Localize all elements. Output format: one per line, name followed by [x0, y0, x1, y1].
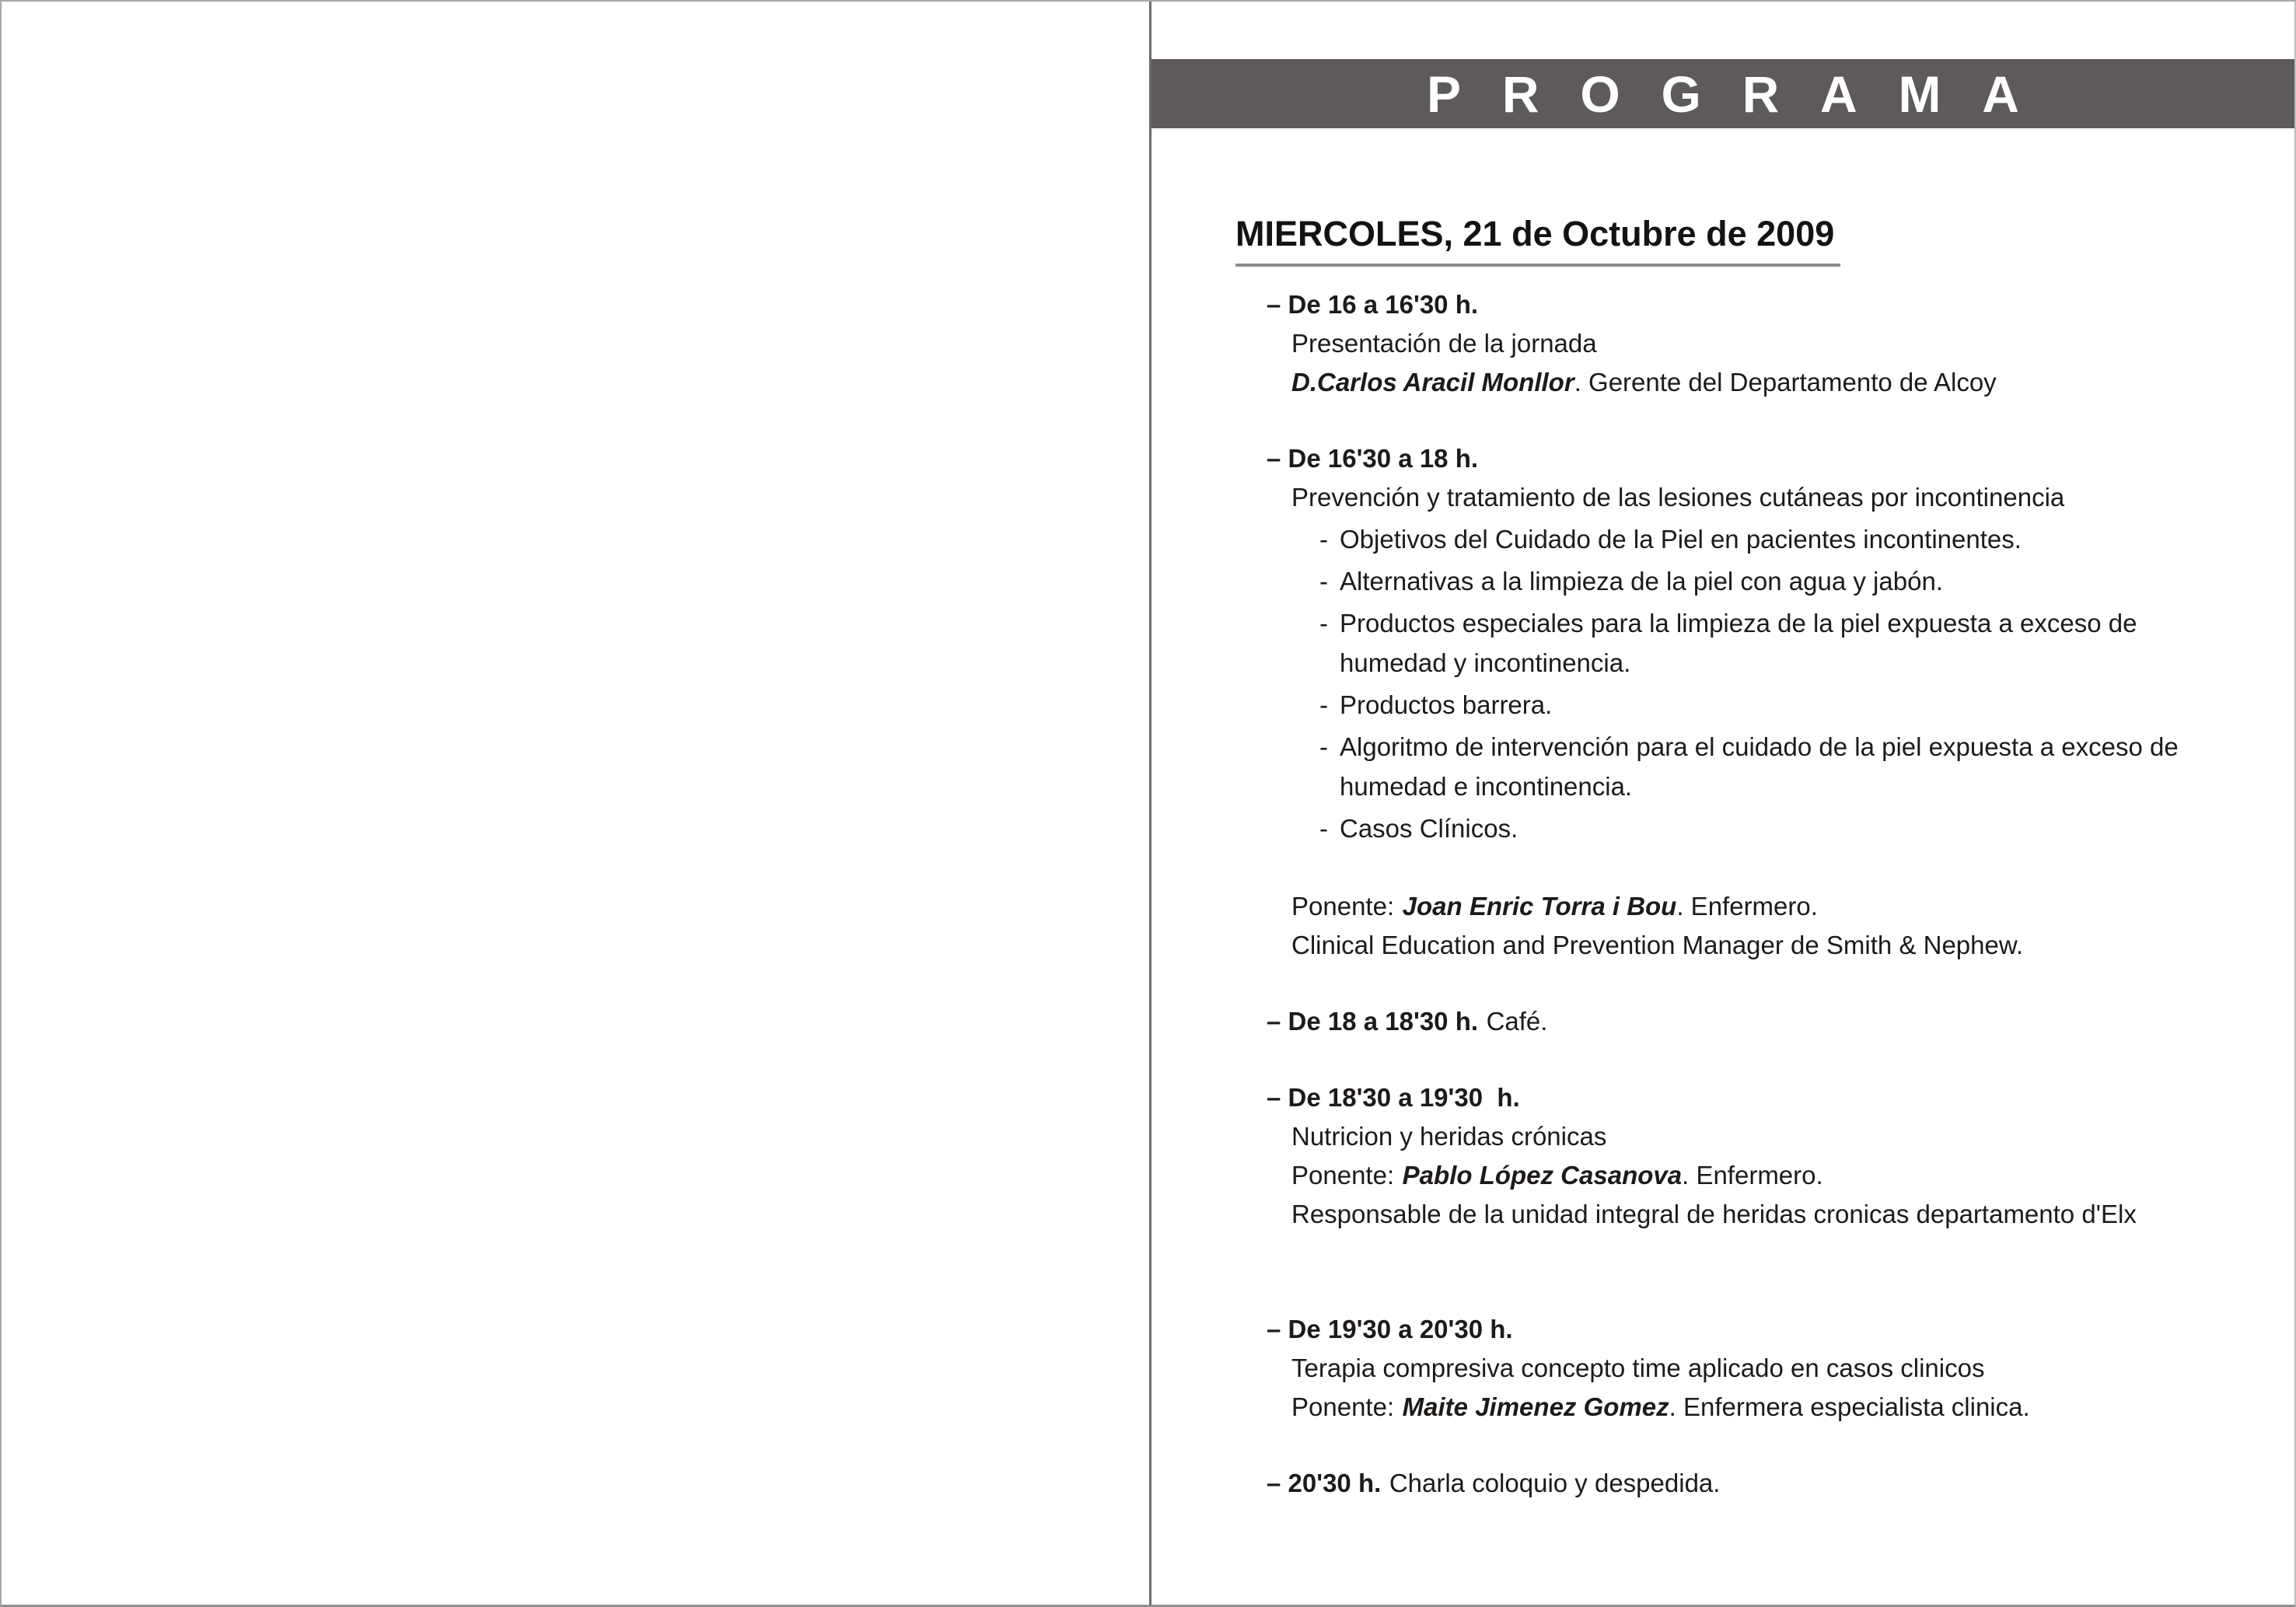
program-content — [1151, 128, 2294, 1503]
time-line — [1267, 1002, 2249, 1041]
ponente-label: Ponente: — [1291, 1161, 1395, 1190]
banner-title: PROGRAMA — [1427, 65, 2060, 123]
speaker-role: . Enfermero. — [1682, 1161, 1823, 1190]
speaker-affiliation: Clinical Education and Prevention Manager de Smith & Nephew. — [1291, 931, 2024, 959]
schedule-item-despedida — [1267, 1464, 2249, 1503]
time-line — [1267, 1078, 2249, 1117]
speaker-line — [1267, 887, 2249, 926]
bullet-dash: - — [1319, 567, 1328, 596]
bullet-text: Productos barrera. — [1340, 690, 1553, 719]
time-label: – De 16 a 16'30 h. — [1267, 290, 1479, 319]
schedule-item-presentacion — [1267, 285, 2249, 402]
speaker-name: Maite Jimenez Gomez — [1402, 1392, 1669, 1421]
bullet-item — [1319, 603, 2249, 683]
programa-banner — [1151, 59, 2294, 128]
program-page — [1151, 2, 2294, 1605]
time-line — [1267, 285, 2249, 324]
bullet-dash: - — [1319, 814, 1328, 843]
bullet-text: Objetivos del Cuidado de la Piel en pacientes incontinentes. — [1340, 525, 2022, 554]
speaker-role: . Enfermera especialista clinica. — [1669, 1392, 2030, 1421]
bullet-dash: - — [1319, 525, 1328, 554]
ponente-label: Ponente: — [1291, 1392, 1395, 1421]
bullet-dash: - — [1319, 690, 1328, 719]
time-label: – De 19'30 a 20'30 h. — [1267, 1315, 1513, 1343]
bullet-item — [1319, 561, 2249, 601]
date-heading: MIERCOLES, 21 de Octubre de 2009 — [1235, 214, 1840, 267]
time-line — [1267, 1310, 2249, 1349]
speaker-role: . Gerente del Departamento de Alcoy — [1574, 368, 1997, 397]
speaker-line — [1267, 1156, 2249, 1195]
speaker-affiliation: Responsable de la unidad integral de heridas cronicas departamento d'Elx — [1291, 1200, 2137, 1228]
bullet-item — [1319, 519, 2249, 559]
bullet-text: Algoritmo de intervención para el cuidado de la piel expuesta a exceso de humedad e incontinencia. — [1340, 732, 2179, 801]
time-note: Charla coloquio y despedida. — [1389, 1469, 1721, 1497]
schedule-item-cafe — [1267, 1002, 2249, 1041]
speaker-role: . Enfermero. — [1676, 892, 1818, 921]
time-line — [1267, 1464, 2249, 1503]
schedule-list — [1235, 285, 2249, 1503]
bullet-text: Casos Clínicos. — [1340, 814, 1518, 843]
speaker-name: Pablo López Casanova — [1402, 1161, 1683, 1190]
bullet-item — [1319, 809, 2249, 848]
schedule-item-nutricion — [1267, 1078, 2249, 1234]
time-label: – 20'30 h. — [1267, 1469, 1382, 1497]
topic-bullet-list — [1267, 519, 2249, 848]
bullet-dash: - — [1319, 732, 1328, 761]
bullet-dash: - — [1319, 609, 1328, 638]
session-title: Presentación de la jornada — [1291, 329, 1597, 358]
schedule-item-terapia — [1267, 1310, 2249, 1427]
bullet-item — [1319, 685, 2249, 725]
time-label: – De 18 a 18'30 h. — [1267, 1007, 1479, 1036]
speaker-name: Joan Enric Torra i Bou — [1402, 892, 1677, 921]
time-label: – De 16'30 a 18 h. — [1267, 444, 1479, 473]
session-title: Nutricion y heridas crónicas — [1291, 1122, 1607, 1151]
session-title: Prevención y tratamiento de las lesiones cutáneas por incontinencia — [1291, 483, 2065, 512]
bullet-text: Productos especiales para la limpieza de la piel expuesta a exceso de humedad y incontinencia. — [1340, 609, 2137, 677]
schedule-item-prevencion — [1267, 439, 2249, 965]
session-title: Terapia compresiva concepto time aplicado en casos clinicos — [1291, 1354, 1985, 1382]
speaker-line — [1267, 1388, 2249, 1427]
time-line — [1267, 439, 2249, 478]
time-note: Café. — [1486, 1007, 1548, 1036]
left-blank-page — [2, 2, 1149, 1605]
bullet-text: Alternativas a la limpieza de la piel con agua y jabón. — [1340, 567, 1943, 596]
ponente-label: Ponente: — [1291, 892, 1395, 921]
speaker-name: D.Carlos Aracil Monllor — [1291, 368, 1574, 397]
bullet-item — [1319, 727, 2249, 806]
speaker-line — [1267, 363, 2249, 402]
time-label: – De 18'30 a 19'30 h. — [1267, 1083, 1520, 1112]
